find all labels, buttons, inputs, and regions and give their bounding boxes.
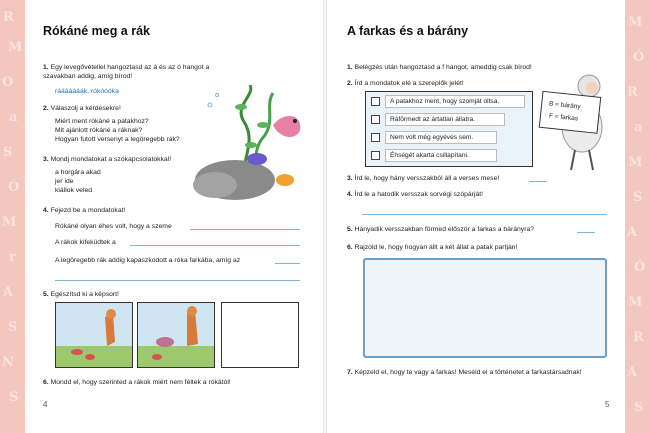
left-q5 xyxy=(43,290,119,299)
right-q2-sentence: Ráförmedt az ártatlan állatra. xyxy=(385,113,505,126)
answer-line[interactable] xyxy=(130,245,300,246)
right-q2-number: 2. xyxy=(347,80,353,87)
right-q6-text: Rajzold le, hogy hogyan állt a két állat a patak partján! xyxy=(354,244,518,251)
left-q5-number: 5. xyxy=(43,291,49,298)
right-q1-text: Belégzés után hangoztasd a f hangot, ameddig csak bírod! xyxy=(354,64,532,71)
left-q2-question: Mit ajánlott rókáné a ráknak? xyxy=(55,127,143,134)
left-q1 xyxy=(43,63,223,81)
crab-icon xyxy=(273,116,300,137)
left-q4 xyxy=(43,206,125,215)
left-q3 xyxy=(43,155,171,164)
crab-illustration xyxy=(185,85,310,200)
crab-icon xyxy=(247,153,267,165)
right-q2-sentence: A patakhoz ment, hogy szomját oltsa. xyxy=(385,95,525,108)
right-q2 xyxy=(347,79,464,88)
right-q4 xyxy=(347,190,483,199)
right-q7 xyxy=(347,368,587,377)
left-q6-number: 6. xyxy=(43,379,49,386)
answer-line[interactable] xyxy=(529,181,547,182)
right-q5-number: 5. xyxy=(347,226,353,233)
right-page xyxy=(327,0,625,433)
right-q1 xyxy=(347,63,532,72)
answer-checkbox[interactable] xyxy=(371,97,380,106)
right-q2-sentence: Nem volt még egyéves sem. xyxy=(385,131,497,144)
answer-checkbox[interactable] xyxy=(371,151,380,160)
answer-line[interactable] xyxy=(577,232,595,233)
left-q2-question: Miért ment rókáné a patakhoz? xyxy=(55,118,149,125)
leaf-icon xyxy=(257,122,269,128)
right-page-title: A farkas és a bárány xyxy=(347,24,469,38)
left-q6-text: Mondd el, hogy szerinted a rákok miért nem féltek a rókától! xyxy=(50,379,231,386)
right-q5-text: Hányadik versszakban förmed először a farkas a bárányra? xyxy=(354,226,535,233)
leaf-icon xyxy=(235,104,247,110)
right-q1-number: 1. xyxy=(347,64,353,71)
right-q6 xyxy=(347,243,517,252)
crab-icon xyxy=(71,349,83,355)
right-q5 xyxy=(347,225,534,234)
picture-frame-2 xyxy=(137,302,215,368)
right-q6-number: 6. xyxy=(347,244,353,251)
empty-picture-frame[interactable] xyxy=(221,302,299,368)
left-q2-text: Válaszolj a kérdésekre! xyxy=(50,105,121,112)
fish-icon xyxy=(276,174,294,186)
crab-icon xyxy=(156,337,174,347)
picture-frame-1 xyxy=(55,302,133,368)
left-q1-text: Egy levegővétellel hangoztasd az á és az ó hangot a szavakban addig, amíg bírod! xyxy=(43,64,210,80)
sign-text-f: F = farkas xyxy=(548,112,579,123)
left-q2-question: Hogyan futott versenyt a legöregebb rák? xyxy=(55,136,180,143)
right-page-number: 5 xyxy=(605,400,610,409)
left-edge-decoration: R M O a S Ó M r A S N S xyxy=(0,0,25,433)
answer-line[interactable] xyxy=(190,229,300,230)
answer-line[interactable] xyxy=(362,214,607,215)
left-q1-answer: rááááááák, rókóóóka xyxy=(55,88,119,95)
answer-line[interactable] xyxy=(55,280,300,281)
sign-text-b: B = bárány xyxy=(548,100,581,111)
left-q3-item: kiállok veled xyxy=(55,187,93,194)
answer-line[interactable] xyxy=(275,263,300,264)
right-q2-text: Írd a mondatok elé a szereplők jelét! xyxy=(354,80,464,87)
answer-checkbox[interactable] xyxy=(371,115,380,124)
right-q7-text: Képzeld el, hogy te vagy a farkas! Meséld el a történetet a farkastársadnak! xyxy=(354,369,582,376)
left-q3-number: 3. xyxy=(43,156,49,163)
left-q2-number: 2. xyxy=(43,105,49,112)
left-q4-sentence: Rókáné olyan éhes volt, hogy a szeme xyxy=(55,223,172,230)
right-q3-number: 3. xyxy=(347,175,353,182)
right-q4-text: Írd le a hatodik versszak sorvégi szópárját! xyxy=(354,191,484,198)
left-q3-item: jer ide xyxy=(55,178,74,185)
right-edge-decoration: M Ó R a M S A Ó M R A S xyxy=(625,0,650,433)
left-q4-sentence: A rákok kifeküdtek a xyxy=(55,239,116,246)
left-q5-text: Egészítsd ki a képsort! xyxy=(50,291,119,298)
left-q1-number: 1. xyxy=(43,64,49,71)
answer-checkbox[interactable] xyxy=(371,133,380,142)
left-q4-number: 4. xyxy=(43,207,49,214)
left-page xyxy=(25,0,323,433)
right-q4-number: 4. xyxy=(347,191,353,198)
right-q3-text: Írd le, hogy hány versszakból áll a verses mese! xyxy=(354,175,500,182)
left-q6 xyxy=(43,378,231,387)
leaf-icon xyxy=(245,142,257,148)
left-q4-sentence: A legöregebb rák addig kapaszkodott a róka farkába, amíg az xyxy=(55,257,241,264)
drawing-area[interactable] xyxy=(363,258,607,358)
left-page-number: 4 xyxy=(43,400,48,409)
right-q3 xyxy=(347,174,499,183)
right-q2-sentence: Éhségét akarta csillapítani. xyxy=(385,149,497,162)
left-q3-item: a horgára akad xyxy=(55,169,101,176)
right-q7-number: 7. xyxy=(347,369,353,376)
left-q3-text: Mondj mondatokat a szókapcsolatokkal! xyxy=(50,156,172,163)
left-q2 xyxy=(43,104,121,113)
left-page-title: Rókáné meg a rák xyxy=(43,24,150,38)
left-q4-text: Fejezd be a mondatokat! xyxy=(50,207,126,214)
